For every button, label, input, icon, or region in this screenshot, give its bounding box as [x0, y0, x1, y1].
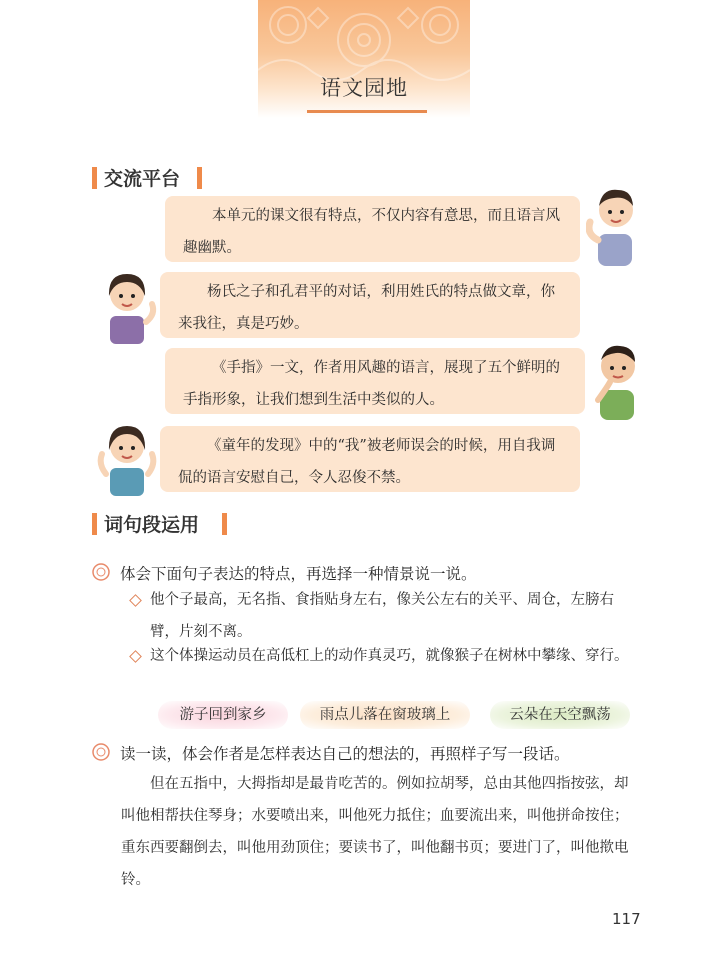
boy-avatar-1: [586, 182, 648, 268]
section-heading-label: 交流平台: [104, 168, 181, 190]
speech-bubble-3: [165, 348, 585, 414]
page-number: 117: [612, 910, 641, 928]
heading-bar-right: [222, 513, 227, 535]
scenario-chip-2: 雨点儿落在窗玻璃上: [300, 701, 470, 729]
diamond-bullet-icon: [129, 594, 142, 607]
diamond-bullet-icon: [129, 650, 142, 663]
task-1-badge-icon: [92, 563, 110, 581]
title-underline: [307, 110, 427, 113]
bubble-text: 《童年的发现》中的“我”被老师误会的时候，用自我调侃的语言安慰自己，令人忍俊不禁。: [178, 438, 556, 486]
section-heading-exchange: [92, 164, 212, 192]
section-heading-words: [92, 510, 242, 538]
example-paragraph-text: 但在五指中，大拇指却是最肯吃苦的。例如拉胡琴，总由其他四指按弦，却叫他相帮扶住琴身；水要喷出来，叫他死力抵住；血要流出来，叫他拼命按住；重东西要翻倒去，叫他用劲顶住；要读书了，叫他翻书页；要进门了，叫他揿电铃。: [121, 776, 629, 888]
bubble-text: 本单元的课文很有特点，不仅内容有意思，而且语言风趣幽默。: [183, 208, 560, 256]
task-2-badge-icon: [92, 743, 110, 761]
example-paragraph: [121, 768, 641, 896]
page-title: 语文园地: [320, 76, 408, 100]
example-sentence-2: 这个体操运动员在高低杠上的动作真灵巧，就像猴子在树林中攀缘、穿行。: [150, 648, 629, 664]
girl-avatar-2: [96, 418, 160, 496]
bubble-text: 《手指》一文，作者用风趣的语言，展现了五个鲜明的手指形象，让我们想到生活中类似的人。: [183, 360, 560, 408]
speech-bubble-1: [165, 196, 580, 262]
heading-bar-left: [92, 167, 97, 189]
heading-bar-right: [197, 167, 202, 189]
task-2-instruction: 读一读，体会作者是怎样表达自己的想法的，再照样子写一段话。: [120, 745, 570, 763]
task-1-instruction: 体会下面句子表达的特点，再选择一种情景说一说。: [120, 565, 477, 583]
girl-avatar-1: [100, 266, 160, 344]
heading-bar-left: [92, 513, 97, 535]
bubble-text: 杨氏之子和孔君平的对话，利用姓氏的特点做文章，你来我往，真是巧妙。: [178, 284, 555, 332]
speech-bubble-4: [160, 426, 580, 492]
speech-bubble-2: [160, 272, 580, 338]
example-sentence-1: 他个子最高，无名指、食指贴身左右，像关公左右的关平、周仓，左膀右臂，片刻不离。: [150, 592, 614, 640]
scenario-chip-3: 云朵在天空飘荡: [490, 701, 630, 729]
section-heading-label: 词句段运用: [104, 514, 200, 536]
boy-avatar-2: [588, 338, 648, 422]
scenario-chip-1: 游子回到家乡: [158, 701, 288, 729]
